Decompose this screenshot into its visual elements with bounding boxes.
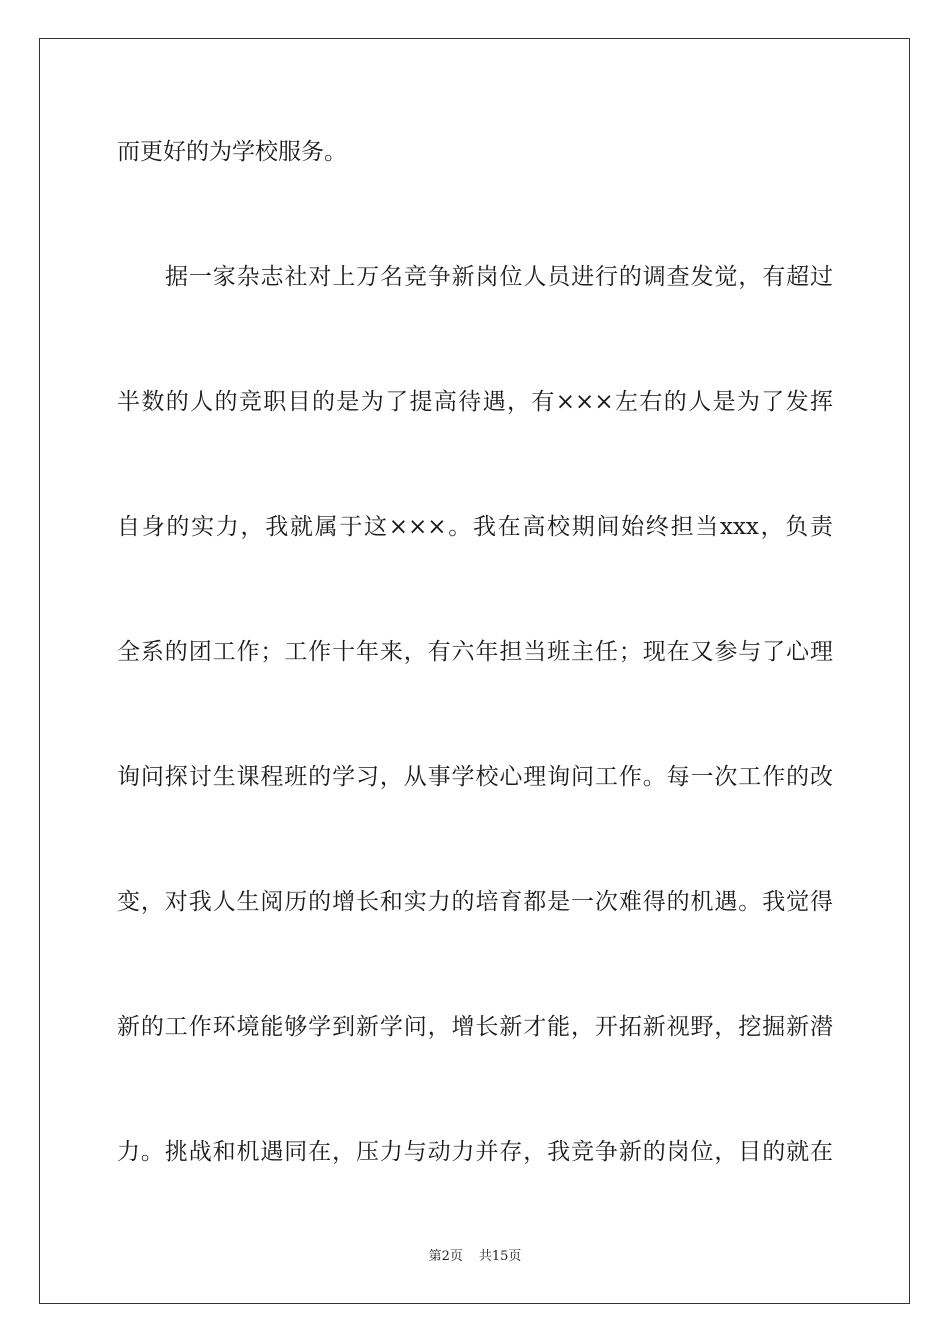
page-footer (0, 1248, 950, 1266)
page-number: 第2页 (428, 1249, 463, 1264)
body-line-3: 半数的人的竞职目的是为了提高待遇，有×××左右的人是为了发挥 (117, 389, 833, 415)
body-line-7: 变，对我人生阅历的增长和实力的培育都是一次难得的机遇。我觉得 (117, 889, 833, 915)
body-line-8: 新的工作环境能够学到新学问，增长新才能，开拓新视野，挖掘新潜 (117, 1014, 833, 1040)
body-line-9: 力。挑战和机遇同在，压力与动力并存，我竞争新的岗位，目的就在 (117, 1139, 833, 1165)
body-line-1: 而更好的为学校服务。 (117, 139, 347, 165)
body-line-4: 自身的实力，我就属于这×××。我在高校期间始终担当xxx，负责 (117, 514, 833, 540)
body-line-2: 据一家杂志社对上万名竞争新岗位人员进行的调查发觉，有超过 (165, 264, 833, 290)
body-line-5: 全系的团工作；工作十年来，有六年担当班主任；现在又参与了心理 (117, 639, 833, 665)
page-total: 共15页 (478, 1249, 522, 1264)
page-border (39, 38, 910, 1304)
body-line-6: 询问探讨生课程班的学习，从事学校心理询问工作。每一次工作的改 (117, 764, 833, 790)
